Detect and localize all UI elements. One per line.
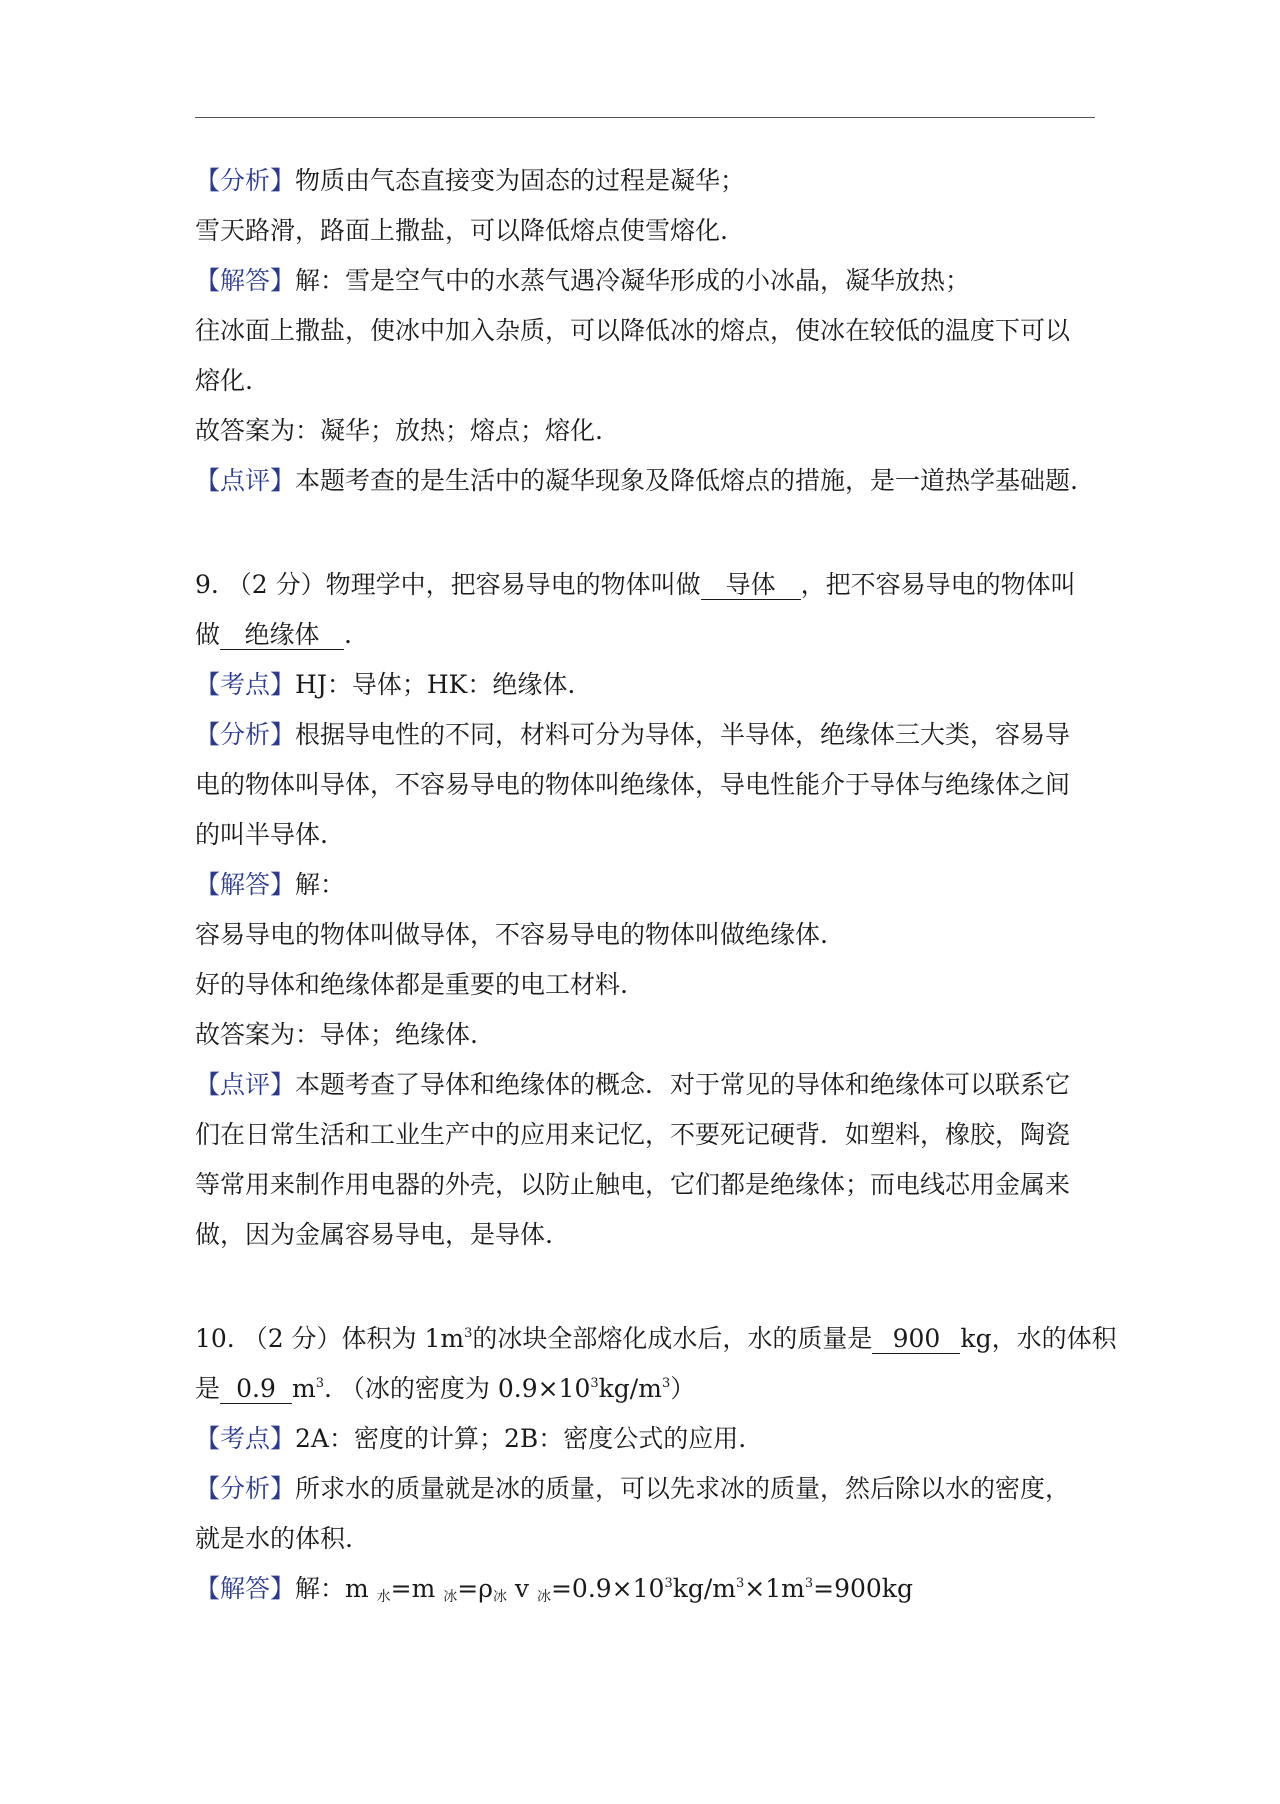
q9-answer-blank-1: 导体 bbox=[701, 571, 801, 600]
analysis-text: 物质由气态直接变为固态的过程是凝华； bbox=[295, 166, 746, 195]
q10-stem-line-1 bbox=[195, 1322, 1117, 1356]
formula-text: kg/m bbox=[672, 1574, 736, 1603]
q9-solution-line-1 bbox=[195, 868, 345, 902]
solution-text: 解：雪是空气中的水蒸气遇冷凝华形成的小冰晶，凝华放热； bbox=[295, 266, 971, 295]
q10-stem-text: kg/m bbox=[598, 1374, 662, 1403]
q8-comment bbox=[195, 464, 1078, 498]
formula-text: =900kg bbox=[813, 1574, 913, 1603]
testpoint-text: 2A：密度的计算；2B：密度公式的应用. bbox=[295, 1424, 747, 1453]
q10-stem-text: 10. （2 分）体积为 1m bbox=[195, 1324, 465, 1353]
subscript: 水 bbox=[376, 1589, 391, 1605]
formula-text: =ρ bbox=[457, 1574, 493, 1603]
q10-solution-formula bbox=[195, 1572, 913, 1606]
comment-tag: 【点评】 bbox=[195, 1070, 296, 1099]
q9-answer: 故答案为：导体；绝缘体. bbox=[195, 1020, 478, 1049]
formula-text: v bbox=[506, 1574, 537, 1603]
formula-text: =0.9×10 bbox=[550, 1574, 665, 1603]
q8-analysis-line-2: 雪天路滑，路面上撒盐，可以降低熔点使雪熔化. bbox=[195, 216, 728, 245]
solution-tag: 【解答】 bbox=[195, 266, 296, 295]
superscript: 3 bbox=[590, 1376, 599, 1391]
q10-stem-text: . （冰的密度为 0.9×10 bbox=[324, 1374, 591, 1403]
superscript: 3 bbox=[315, 1376, 325, 1391]
superscript: 3 bbox=[661, 1376, 671, 1391]
analysis-tag: 【分析】 bbox=[195, 166, 296, 195]
q8-answer: 故答案为：凝华；放热；熔点；熔化. bbox=[195, 416, 603, 445]
formula-text: =m bbox=[390, 1574, 444, 1603]
analysis-text: 根据导电性的不同，材料可分为导体，半导体，绝缘体三大类，容易导 bbox=[295, 720, 1071, 749]
comment-text: 本题考查了导体和绝缘体的概念．对于常见的导体和绝缘体可以联系它 bbox=[295, 1070, 1071, 1099]
subscript: 冰 bbox=[443, 1589, 458, 1605]
solution-tag: 【解答】 bbox=[195, 870, 296, 899]
q9-comment-line-3: 等常用来制作用电器的外壳，以防止触电，它们都是绝缘体；而电线芯用金属来 bbox=[195, 1170, 1071, 1199]
subscript: 冰 bbox=[536, 1589, 551, 1605]
formula-text: ×1m bbox=[744, 1574, 805, 1603]
solution-tag: 【解答】 bbox=[195, 1574, 296, 1603]
q9-stem-line-2 bbox=[195, 618, 352, 652]
q9-analysis-line-1 bbox=[195, 718, 1070, 752]
q10-stem-text: ） bbox=[670, 1374, 696, 1403]
superscript: 3 bbox=[664, 1576, 673, 1591]
q10-stem-text: m bbox=[292, 1374, 316, 1403]
q9-answer-blank-2: 绝缘体 bbox=[220, 621, 344, 650]
testpoint-text: HJ：导体；HK：绝缘体. bbox=[295, 670, 576, 699]
q9-comment-line-1 bbox=[195, 1068, 1070, 1102]
q10-testpoint bbox=[195, 1422, 746, 1456]
header-rule bbox=[195, 117, 1095, 118]
q9-stem-text: . bbox=[344, 620, 352, 649]
testpoint-tag: 【考点】 bbox=[195, 670, 296, 699]
superscript: 3 bbox=[804, 1576, 814, 1591]
formula-text: 解：m bbox=[295, 1574, 377, 1603]
q9-solution-line-2: 容易导电的物体叫做导体，不容易导电的物体叫做绝缘体. bbox=[195, 920, 828, 949]
q10-answer-blank-2: 0.9 bbox=[220, 1375, 292, 1404]
q9-comment-line-4: 做，因为金属容易导电，是导体. bbox=[195, 1220, 553, 1249]
q9-stem-text: 做 bbox=[195, 620, 221, 649]
testpoint-tag: 【考点】 bbox=[195, 1424, 296, 1453]
q8-analysis-line-1 bbox=[195, 164, 745, 198]
q10-analysis-line-2: 就是水的体积. bbox=[195, 1524, 353, 1553]
q8-solution-line-2: 往冰面上撒盐，使冰中加入杂质，可以降低冰的熔点，使冰在较低的温度下可以 bbox=[195, 316, 1071, 345]
superscript: 3 bbox=[736, 1576, 745, 1591]
q9-analysis-line-2: 电的物体叫导体，不容易导电的物体叫绝缘体，导电性能介于导体与绝缘体之间 bbox=[195, 770, 1071, 799]
q9-stem-line-1 bbox=[195, 568, 1076, 602]
q10-stem-line-2 bbox=[195, 1372, 695, 1406]
q9-stem-text: 9. （2 分）物理学中，把容易导电的物体叫做 bbox=[195, 570, 701, 599]
q10-answer-blank-1: 900 bbox=[872, 1325, 960, 1354]
q9-solution-line-3: 好的导体和绝缘体都是重要的电工材料. bbox=[195, 970, 628, 999]
q9-comment-line-2: 们在日常生活和工业生产中的应用来记忆，不要死记硬背．如塑料，橡胶，陶瓷 bbox=[195, 1120, 1071, 1149]
q8-solution-line-3: 熔化. bbox=[195, 366, 253, 395]
q10-analysis-line-1 bbox=[195, 1472, 1070, 1506]
q9-testpoint bbox=[195, 668, 575, 702]
q9-stem-text: ，把不容易导电的物体叫 bbox=[800, 570, 1076, 599]
comment-text: 本题考查的是生活中的凝华现象及降低熔点的措施，是一道热学基础题. bbox=[295, 466, 1078, 495]
analysis-tag: 【分析】 bbox=[195, 720, 296, 749]
q10-stem-text: kg，水的体积 bbox=[960, 1324, 1117, 1353]
solution-text: 解： bbox=[295, 870, 346, 899]
subscript: 冰 bbox=[492, 1589, 507, 1605]
analysis-text: 所求水的质量就是冰的质量，可以先求冰的质量，然后除以水的密度， bbox=[295, 1474, 1071, 1503]
superscript: 3 bbox=[464, 1326, 473, 1341]
comment-tag: 【点评】 bbox=[195, 466, 296, 495]
q8-solution-line-1 bbox=[195, 264, 970, 298]
q9-analysis-line-3: 的叫半导体. bbox=[195, 820, 328, 849]
analysis-tag: 【分析】 bbox=[195, 1474, 296, 1503]
q10-stem-text: 的冰块全部熔化成水后，水的质量是 bbox=[472, 1324, 873, 1353]
q10-stem-text: 是 bbox=[195, 1374, 221, 1403]
